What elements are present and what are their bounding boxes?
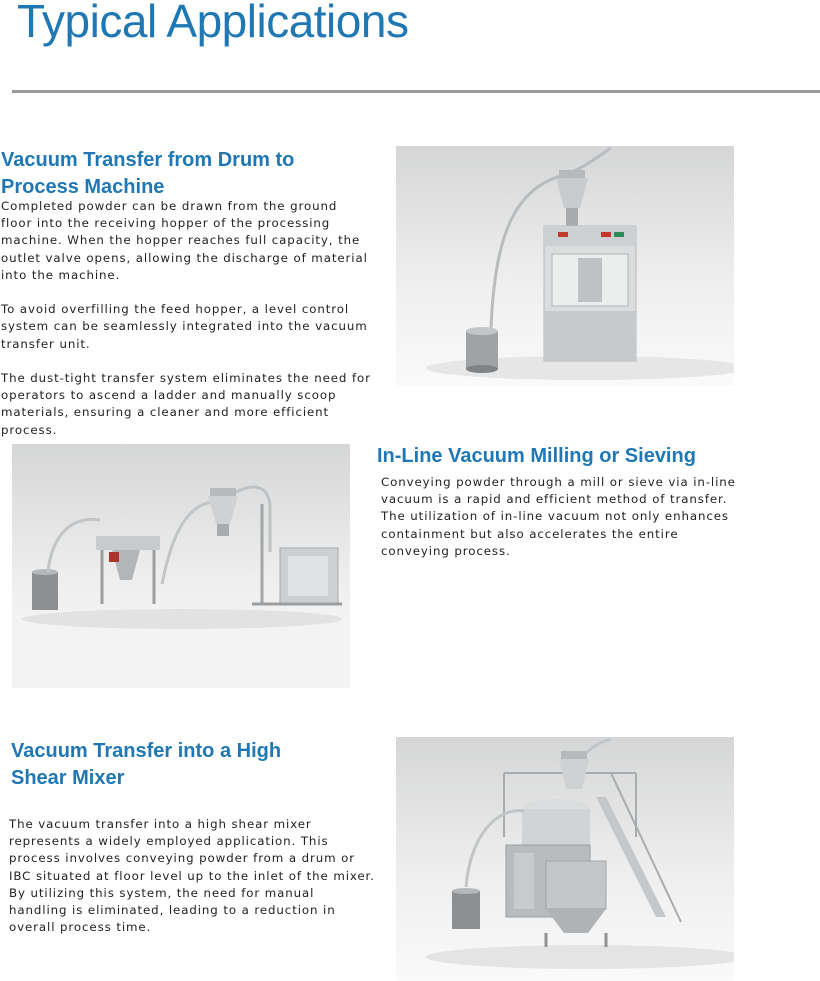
section-2-text — [381, 474, 736, 560]
heading-line: Vacuum Transfer into a High — [11, 740, 282, 762]
section-1-heading — [1, 147, 294, 201]
paragraph — [1, 198, 371, 284]
paragraph — [9, 816, 375, 936]
paragraph — [1, 370, 371, 439]
text-line: outlet valve opens, allowing the discharge of material — [1, 250, 368, 265]
section-3-heading — [11, 738, 281, 792]
text-line: To avoid overfilling the feed hopper, a level control — [1, 302, 350, 317]
text-line: overall process time. — [9, 920, 152, 935]
text-line: conveying process. — [381, 543, 511, 558]
text-line: containment but also accelerates the entire — [381, 526, 679, 541]
text-line: into the machine. — [1, 267, 121, 282]
text-line: handling is eliminated, leading to a reduction in — [9, 903, 336, 918]
text-line: IBC situated at floor level up to the inlet of the mixer. — [9, 868, 375, 883]
text-line: process. — [1, 422, 58, 437]
text-line: machine. When the hopper reaches full capacity, the — [1, 233, 361, 248]
text-line: The utilization of in-line vacuum not only enhances — [381, 509, 729, 524]
paragraph — [381, 474, 736, 560]
heading-line: In-Line Vacuum Milling or Sieving — [377, 445, 696, 467]
paragraph — [1, 301, 371, 353]
tablet-press-transfer-image — [396, 146, 734, 386]
page-title: Typical Applications — [17, 0, 409, 47]
text-line: system can be seamlessly integrated into the vacuum — [1, 319, 368, 334]
section-2-heading — [377, 443, 696, 470]
heading-line: Process Machine — [1, 176, 165, 198]
text-line: process involves conveying powder from a drum or — [9, 851, 356, 866]
text-line: By utilizing this system, the need for manual — [9, 885, 315, 900]
text-line: The dust-tight transfer system eliminates the need for — [1, 371, 371, 385]
high-shear-mixer-image — [396, 737, 734, 981]
section-1-text — [1, 198, 371, 439]
heading-line: Vacuum Transfer from Drum to — [1, 149, 295, 171]
text-line: materials, ensuring a cleaner and more efficient — [1, 405, 330, 420]
text-line: The vacuum transfer into a high shear mixer — [9, 817, 312, 831]
text-line: represents a widely employed application. This — [9, 834, 329, 849]
text-line: transfer unit. — [1, 336, 91, 351]
text-line: vacuum is a rapid and efficient method of transfer. — [381, 492, 728, 507]
title-divider — [12, 90, 820, 93]
text-line: operators to ascend a ladder and manually scoop — [1, 388, 337, 403]
text-line: Completed powder can be drawn from the ground — [1, 199, 338, 213]
text-line: floor into the receiving hopper of the processing — [1, 216, 331, 231]
section-3-text — [9, 816, 375, 936]
inline-milling-image — [12, 444, 350, 688]
text-line: Conveying powder through a mill or sieve via in-line — [381, 475, 736, 489]
heading-line: Shear Mixer — [11, 767, 125, 789]
